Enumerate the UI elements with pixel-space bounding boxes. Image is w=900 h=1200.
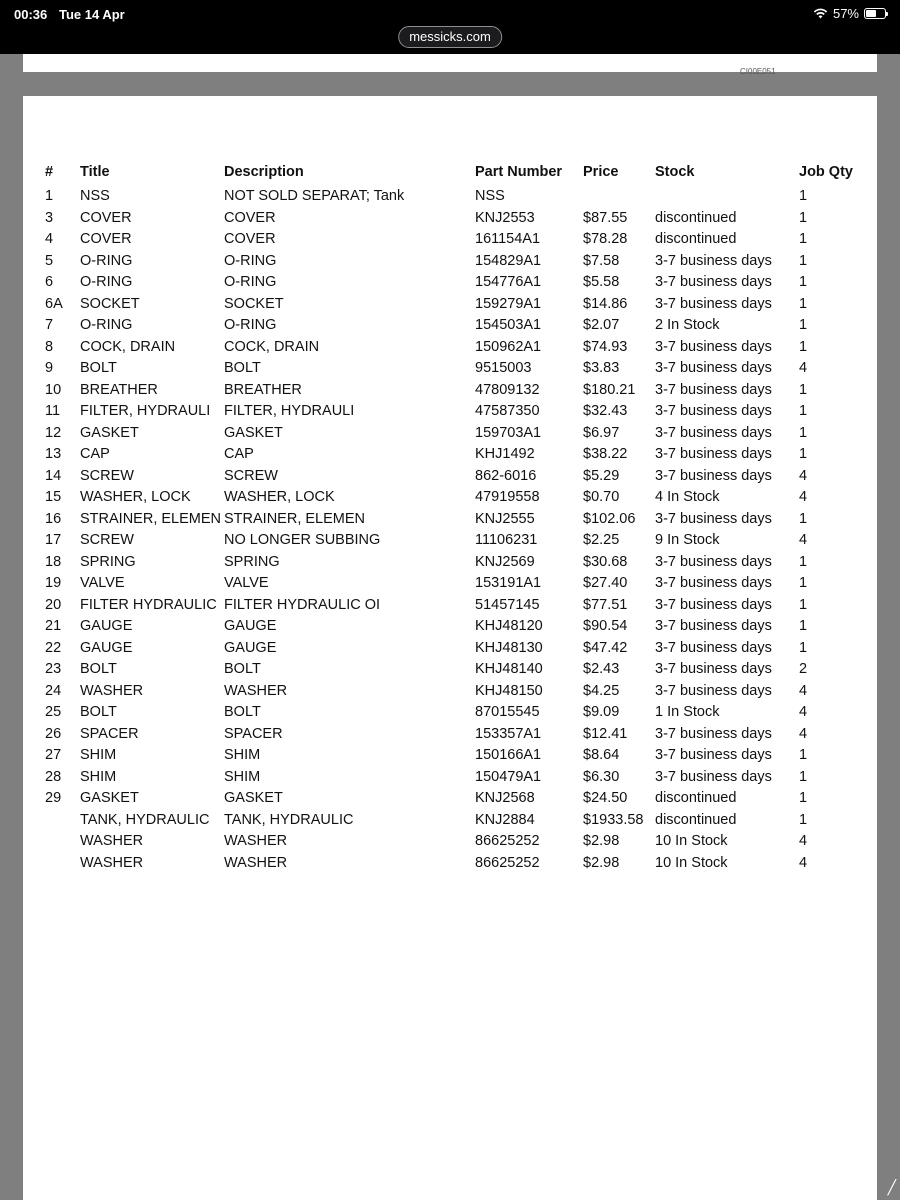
cell-description: SPACER bbox=[224, 725, 283, 742]
cell-price: $12.41 bbox=[583, 725, 628, 742]
cell-description: WASHER bbox=[224, 833, 288, 849]
table-row bbox=[45, 661, 859, 683]
cell-title: CAP bbox=[80, 446, 110, 462]
cell-job-qty: 1 bbox=[799, 403, 808, 419]
cell-description: VALVE bbox=[224, 575, 269, 591]
cell-part-number: 161154A1 bbox=[475, 231, 541, 247]
cell-price: $14.86 bbox=[583, 295, 628, 312]
cell-part-number: 86625252 bbox=[475, 854, 540, 871]
cell-description: TANK, HYDRAULIC bbox=[224, 811, 354, 828]
cell-job-qty: 2 bbox=[799, 661, 808, 677]
table-row bbox=[45, 575, 859, 597]
cell-num: 6A bbox=[45, 295, 63, 312]
table-row bbox=[45, 790, 859, 812]
cell-description: GASKET bbox=[224, 790, 283, 806]
cell-part-number: 86625252 bbox=[475, 833, 540, 849]
cell-price: $5.29 bbox=[583, 467, 620, 484]
cell-part-number: 47587350 bbox=[475, 403, 540, 419]
cell-job-qty: 1 bbox=[799, 446, 808, 462]
cell-part-number: KHJ48130 bbox=[475, 639, 543, 656]
cell-job-qty: 1 bbox=[799, 790, 808, 806]
table-row bbox=[45, 855, 859, 877]
cell-price: $180.21 bbox=[583, 381, 636, 398]
table-row bbox=[45, 231, 859, 253]
cell-stock: 3-7 business days bbox=[655, 596, 772, 613]
cell-part-number: 87015545 bbox=[475, 704, 540, 720]
cell-title: SHIM bbox=[80, 747, 117, 763]
cell-part-number: KHJ48140 bbox=[475, 661, 543, 677]
cell-price: $24.50 bbox=[583, 790, 628, 806]
table-row bbox=[45, 747, 859, 769]
cell-price: $6.97 bbox=[583, 424, 620, 441]
cell-title: BOLT bbox=[80, 360, 117, 376]
cell-job-qty: 1 bbox=[799, 768, 808, 785]
cell-part-number: KNJ2569 bbox=[475, 553, 535, 570]
cell-job-qty: 1 bbox=[799, 553, 808, 570]
cell-description: O-RING bbox=[224, 252, 277, 269]
cell-title: BREATHER bbox=[80, 381, 158, 398]
cell-title: SPRING bbox=[80, 553, 136, 570]
cell-stock: 3-7 business days bbox=[655, 639, 772, 656]
cell-title: O-RING bbox=[80, 274, 133, 290]
cell-title: COCK, DRAIN bbox=[80, 338, 176, 355]
battery-percent: 57% bbox=[832, 6, 859, 21]
table-row bbox=[45, 532, 859, 554]
cell-stock: 3-7 business days bbox=[655, 360, 772, 376]
cell-num: 5 bbox=[45, 252, 54, 269]
cell-title: VALVE bbox=[80, 575, 125, 591]
cell-price bbox=[583, 188, 655, 210]
cell-part-number: 150962A1 bbox=[475, 338, 542, 355]
cell-job-qty: 4 bbox=[799, 854, 808, 871]
cell-num: 23 bbox=[45, 661, 62, 677]
cell-description: BOLT bbox=[224, 704, 261, 720]
cell-price: $90.54 bbox=[583, 618, 628, 634]
cell-num: 1 bbox=[45, 188, 54, 204]
cell-title: SCREW bbox=[80, 532, 134, 548]
table-row bbox=[45, 833, 859, 855]
cell-stock: 2 In Stock bbox=[655, 317, 720, 333]
cell-price: $87.55 bbox=[583, 209, 628, 226]
cell-part-number: 153357A1 bbox=[475, 725, 542, 742]
col-header-part-number: Part Number bbox=[475, 164, 563, 180]
table-row bbox=[45, 210, 859, 232]
cell-stock: 3-7 business days bbox=[655, 618, 772, 634]
cell-stock bbox=[655, 188, 799, 210]
cell-num: 8 bbox=[45, 338, 54, 355]
table-row bbox=[45, 468, 859, 490]
cell-price: $2.98 bbox=[583, 833, 620, 849]
cell-job-qty: 1 bbox=[799, 639, 808, 656]
cell-part-number: 150166A1 bbox=[475, 747, 542, 763]
cell-stock: 9 In Stock bbox=[655, 532, 720, 548]
cell-part-number: KNJ2568 bbox=[475, 790, 535, 806]
col-header-title: Title bbox=[80, 164, 110, 180]
col-header-price: Price bbox=[583, 164, 619, 180]
cell-title: GAUGE bbox=[80, 618, 133, 634]
cell-price: $30.68 bbox=[583, 553, 628, 570]
table-row bbox=[45, 597, 859, 619]
cell-part-number: NSS bbox=[475, 188, 505, 204]
cell-price: $7.58 bbox=[583, 252, 620, 269]
cell-part-number: KHJ48120 bbox=[475, 618, 543, 634]
cell-num: 13 bbox=[45, 446, 62, 462]
table-row bbox=[45, 704, 859, 726]
cell-stock: 3-7 business days bbox=[655, 424, 772, 441]
cell-stock: discontinued bbox=[655, 209, 737, 226]
cell-num: 3 bbox=[45, 209, 54, 226]
cell-price: $2.25 bbox=[583, 532, 620, 548]
cell-title: NSS bbox=[80, 188, 110, 204]
cell-description: SOCKET bbox=[224, 295, 284, 312]
cell-description: SHIM bbox=[224, 768, 261, 785]
previous-page-sheet bbox=[23, 54, 877, 76]
cell-price: $78.28 bbox=[583, 231, 628, 247]
cell-description: COCK, DRAIN bbox=[224, 338, 320, 355]
cell-price: $0.70 bbox=[583, 489, 620, 505]
status-bar bbox=[0, 0, 900, 54]
cell-price: $8.64 bbox=[583, 747, 620, 763]
cell-price: $74.93 bbox=[583, 338, 628, 355]
cell-price: $77.51 bbox=[583, 596, 628, 613]
cell-num: 19 bbox=[45, 575, 62, 591]
table-row bbox=[45, 640, 859, 662]
cell-price: $5.58 bbox=[583, 274, 620, 290]
resize-handle-icon: ╱ bbox=[887, 1179, 896, 1195]
table-row bbox=[45, 425, 859, 447]
cell-num: 18 bbox=[45, 553, 62, 570]
cell-description: NOT SOLD SEPARAT; Tank bbox=[224, 188, 405, 204]
cell-stock: 3-7 business days bbox=[655, 295, 772, 312]
cell-job-qty: 4 bbox=[799, 704, 808, 720]
cell-part-number: 154829A1 bbox=[475, 252, 542, 269]
table-row bbox=[45, 769, 859, 791]
cell-price: $4.25 bbox=[583, 682, 620, 699]
cell-description: BOLT bbox=[224, 661, 261, 677]
cell-price: $3.83 bbox=[583, 360, 620, 376]
cell-job-qty: 1 bbox=[799, 424, 808, 441]
cell-description: COVER bbox=[224, 209, 276, 226]
cell-part-number: 9515003 bbox=[475, 360, 532, 376]
cell-price: $32.43 bbox=[583, 403, 628, 419]
cell-description: SPRING bbox=[224, 553, 280, 570]
battery-level bbox=[866, 10, 876, 17]
cell-part-number: KHJ1492 bbox=[475, 446, 535, 462]
table-row bbox=[45, 339, 859, 361]
cell-num: 24 bbox=[45, 682, 62, 699]
cell-stock: 10 In Stock bbox=[655, 833, 728, 849]
cell-price: $2.98 bbox=[583, 854, 620, 871]
cell-title: WASHER bbox=[80, 833, 144, 849]
cell-num: 21 bbox=[45, 618, 62, 634]
table-row bbox=[45, 812, 859, 834]
cell-price: $102.06 bbox=[583, 510, 636, 527]
col-header-description: Description bbox=[224, 164, 304, 180]
cell-title: BOLT bbox=[80, 704, 117, 720]
cell-num bbox=[45, 812, 80, 834]
cell-num bbox=[45, 833, 80, 855]
cell-description: WASHER bbox=[224, 682, 288, 699]
cell-num: 9 bbox=[45, 360, 54, 376]
cell-stock: 3-7 business days bbox=[655, 725, 772, 742]
cell-num: 12 bbox=[45, 424, 62, 441]
page-code: CI00E051 bbox=[740, 67, 776, 76]
cell-part-number: KHJ48150 bbox=[475, 682, 543, 699]
cell-description: WASHER, LOCK bbox=[224, 489, 335, 505]
table-header-row bbox=[45, 164, 859, 188]
table-row bbox=[45, 360, 859, 382]
cell-part-number: KNJ2555 bbox=[475, 510, 535, 527]
cell-part-number: 150479A1 bbox=[475, 768, 542, 785]
cell-description: NO LONGER SUBBING bbox=[224, 532, 381, 548]
cell-price: $9.09 bbox=[583, 704, 620, 720]
wifi-icon bbox=[813, 8, 828, 19]
col-header-stock: Stock bbox=[655, 164, 695, 180]
cell-stock: 3-7 business days bbox=[655, 274, 772, 290]
cell-description: FILTER, HYDRAULI bbox=[224, 403, 355, 419]
cell-stock: discontinued bbox=[655, 811, 737, 828]
cell-stock: 3-7 business days bbox=[655, 446, 772, 462]
cell-part-number: 159703A1 bbox=[475, 424, 542, 441]
cell-num: 6 bbox=[45, 274, 54, 290]
cell-title: GASKET bbox=[80, 790, 139, 806]
cell-price: $2.43 bbox=[583, 661, 620, 677]
cell-title: SCREW bbox=[80, 467, 134, 484]
cell-num: 14 bbox=[45, 467, 62, 484]
cell-description: COVER bbox=[224, 231, 276, 247]
cell-job-qty: 1 bbox=[799, 381, 808, 398]
cell-job-qty: 4 bbox=[799, 682, 808, 699]
cell-part-number: 153191A1 bbox=[475, 575, 542, 591]
parts-table bbox=[45, 164, 859, 876]
table-body bbox=[45, 188, 859, 876]
table-row bbox=[45, 511, 859, 533]
cell-job-qty: 1 bbox=[799, 338, 808, 355]
cell-job-qty: 1 bbox=[799, 317, 808, 333]
cell-stock: 3-7 business days bbox=[655, 553, 772, 570]
cell-title: WASHER bbox=[80, 854, 144, 871]
cell-num: 28 bbox=[45, 768, 62, 785]
status-time: 00:36 bbox=[14, 7, 48, 22]
cell-description: BOLT bbox=[224, 360, 261, 376]
cell-stock: 4 In Stock bbox=[655, 489, 720, 505]
cell-title: WASHER bbox=[80, 682, 144, 699]
table-row bbox=[45, 296, 859, 318]
status-date: Tue 14 Apr bbox=[59, 7, 125, 22]
cell-title: TANK, HYDRAULIC bbox=[80, 811, 210, 828]
cell-job-qty: 1 bbox=[799, 618, 808, 634]
cell-part-number: 47809132 bbox=[475, 381, 540, 398]
cell-job-qty: 4 bbox=[799, 833, 808, 849]
cell-stock: 3-7 business days bbox=[655, 661, 772, 677]
cell-stock: 3-7 business days bbox=[655, 381, 772, 398]
cell-stock: 3-7 business days bbox=[655, 252, 772, 269]
table-row bbox=[45, 274, 859, 296]
cell-price: $1933.58 bbox=[583, 811, 644, 828]
cell-num: 11 bbox=[45, 403, 61, 419]
cell-title: FILTER HYDRAULIC bbox=[80, 596, 217, 613]
cell-title: FILTER, HYDRAULI bbox=[80, 403, 211, 419]
cell-job-qty: 4 bbox=[799, 360, 808, 376]
cell-price: $27.40 bbox=[583, 575, 628, 591]
table-row bbox=[45, 618, 859, 640]
cell-description: CAP bbox=[224, 446, 254, 462]
cell-part-number: 862-6016 bbox=[475, 467, 537, 484]
cell-job-qty: 1 bbox=[799, 747, 808, 763]
cell-title: O-RING bbox=[80, 252, 133, 269]
cell-stock: 3-7 business days bbox=[655, 338, 772, 355]
cell-job-qty: 1 bbox=[799, 596, 808, 613]
cell-title: O-RING bbox=[80, 317, 133, 333]
cell-num: 22 bbox=[45, 639, 62, 656]
cell-part-number: KNJ2553 bbox=[475, 209, 535, 226]
cell-description: GAUGE bbox=[224, 618, 277, 634]
cell-description: O-RING bbox=[224, 274, 277, 290]
cell-stock: 3-7 business days bbox=[655, 575, 772, 591]
table-row bbox=[45, 253, 859, 275]
cell-title: SHIM bbox=[80, 768, 117, 785]
cell-title: GAUGE bbox=[80, 639, 133, 656]
cell-part-number: 154503A1 bbox=[475, 317, 542, 333]
cell-description: STRAINER, ELEMEN bbox=[224, 510, 365, 527]
cell-num bbox=[45, 855, 80, 877]
col-header-job-qty: Job Qty bbox=[799, 164, 853, 180]
cell-price: $47.42 bbox=[583, 639, 628, 656]
cell-job-qty: 4 bbox=[799, 725, 808, 742]
cell-job-qty: 1 bbox=[799, 510, 808, 527]
cell-job-qty: 1 bbox=[799, 274, 808, 290]
cell-num: 7 bbox=[45, 317, 54, 333]
cell-stock: 1 In Stock bbox=[655, 704, 720, 720]
cell-description: GAUGE bbox=[224, 639, 277, 656]
status-indicators bbox=[813, 6, 886, 21]
cell-description: SHIM bbox=[224, 747, 261, 763]
cell-job-qty: 4 bbox=[799, 467, 808, 484]
cell-description: BREATHER bbox=[224, 381, 302, 398]
cell-num: 10 bbox=[45, 381, 62, 398]
cell-job-qty: 1 bbox=[799, 295, 808, 312]
cell-title: SOCKET bbox=[80, 295, 140, 312]
cell-title: COVER bbox=[80, 209, 132, 226]
cell-stock: 3-7 business days bbox=[655, 768, 772, 785]
cell-price: $2.07 bbox=[583, 317, 620, 333]
battery-icon bbox=[864, 8, 886, 19]
table-row bbox=[45, 683, 859, 705]
cell-num: 25 bbox=[45, 704, 62, 720]
table-row bbox=[45, 317, 859, 339]
cell-num: 26 bbox=[45, 725, 62, 742]
cell-stock: 3-7 business days bbox=[655, 682, 772, 699]
cell-description: FILTER HYDRAULIC OI bbox=[224, 596, 381, 613]
cell-price: $38.22 bbox=[583, 446, 628, 462]
cell-title: GASKET bbox=[80, 424, 139, 441]
cell-title: STRAINER, ELEMEN bbox=[80, 510, 221, 527]
cell-part-number: KNJ2884 bbox=[475, 811, 535, 828]
cell-job-qty: 4 bbox=[799, 489, 808, 505]
cell-job-qty: 1 bbox=[799, 575, 808, 591]
cell-title: COVER bbox=[80, 231, 132, 247]
col-header-num: # bbox=[45, 164, 54, 180]
address-bar[interactable]: messicks.com bbox=[398, 26, 502, 48]
cell-part-number: 51457145 bbox=[475, 596, 540, 613]
table-row bbox=[45, 554, 859, 576]
table-row bbox=[45, 726, 859, 748]
table-row bbox=[45, 382, 859, 404]
cell-part-number: 154776A1 bbox=[475, 274, 542, 290]
cell-part-number: 11106231 bbox=[475, 532, 538, 548]
cell-job-qty: 1 bbox=[799, 811, 808, 828]
cell-job-qty: 1 bbox=[799, 209, 808, 226]
cell-num: 29 bbox=[45, 790, 62, 806]
cell-num: 17 bbox=[45, 532, 62, 548]
cell-stock: discontinued bbox=[655, 790, 737, 806]
cell-description: SCREW bbox=[224, 467, 278, 484]
cell-job-qty: 1 bbox=[799, 231, 808, 247]
cell-description: O-RING bbox=[224, 317, 277, 333]
cell-job-qty: 1 bbox=[799, 188, 808, 204]
cell-stock: 3-7 business days bbox=[655, 403, 772, 419]
cell-stock: discontinued bbox=[655, 231, 737, 247]
cell-title: SPACER bbox=[80, 725, 139, 742]
table-row bbox=[45, 446, 859, 468]
cell-num: 15 bbox=[45, 489, 62, 505]
cell-stock: 3-7 business days bbox=[655, 747, 772, 763]
cell-price: $6.30 bbox=[583, 768, 620, 785]
cell-title: BOLT bbox=[80, 661, 117, 677]
cell-stock: 3-7 business days bbox=[655, 510, 772, 527]
cell-job-qty: 1 bbox=[799, 252, 808, 269]
table-row bbox=[45, 489, 859, 511]
cell-part-number: 159279A1 bbox=[475, 295, 542, 312]
document-page bbox=[23, 96, 877, 1200]
cell-description: GASKET bbox=[224, 424, 283, 441]
cell-title: WASHER, LOCK bbox=[80, 489, 191, 505]
table-row bbox=[45, 188, 859, 210]
cell-num: 16 bbox=[45, 510, 62, 527]
cell-num: 20 bbox=[45, 596, 62, 613]
cell-num: 27 bbox=[45, 747, 62, 763]
cell-job-qty: 4 bbox=[799, 532, 808, 548]
cell-part-number: 47919558 bbox=[475, 489, 540, 505]
cell-stock: 3-7 business days bbox=[655, 467, 772, 484]
cell-num: 4 bbox=[45, 231, 54, 247]
cell-stock: 10 In Stock bbox=[655, 854, 728, 871]
cell-description: WASHER bbox=[224, 854, 288, 871]
table-row bbox=[45, 403, 859, 425]
